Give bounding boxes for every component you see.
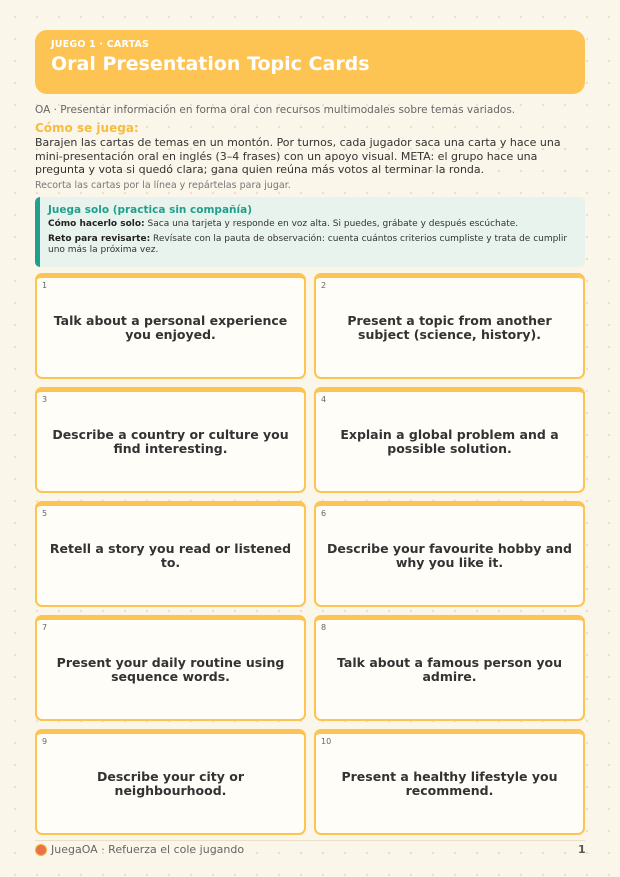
footer-divider <box>35 840 585 841</box>
topic-card <box>314 387 585 493</box>
card-number: 10 <box>321 737 332 746</box>
card-number: 6 <box>321 509 327 518</box>
topic-card <box>314 729 585 835</box>
card-number: 9 <box>42 737 48 746</box>
card-text: Describe your city or neighbourhood. <box>96 769 244 798</box>
card-number: 8 <box>321 623 327 632</box>
page-title: Oral Presentation Topic Cards <box>51 53 370 75</box>
solo-how-line <box>48 219 575 231</box>
card-number: 7 <box>42 623 48 632</box>
topic-card <box>314 615 585 721</box>
page-number: 1 <box>578 843 586 856</box>
card-text: Talk about a personal experience you enjoyed. <box>53 313 288 342</box>
footer-brand-text: JuegaOA · Refuerza el cole jugando <box>51 843 245 856</box>
card-number: 3 <box>42 395 48 404</box>
card-number: 2 <box>321 281 327 290</box>
card-text: Describe your favourite hobby and why you like it. <box>326 541 572 570</box>
game-rules: Barajen las cartas de temas en un montón. Por turnos, cada jugador saca una carta y hace una mini-presentación oral en inglés (3–4 frases) con un apoyo visual. META: el grupo hace una pregunta y vota si quedó clara; gana quien reúna más votos al terminar la ronda. <box>35 136 561 177</box>
cut-note: Recorta las cartas por la línea y repártelas para jugar. <box>35 180 291 191</box>
game-kicker: JUEGO 1 · CARTAS <box>51 39 150 50</box>
card-number: 4 <box>321 395 327 404</box>
card-text: Present your daily routine using sequence words. <box>56 655 285 684</box>
card-text: Present a topic from another subject (science, history). <box>347 313 552 342</box>
page-header <box>35 30 585 94</box>
solo-challenge-line <box>48 234 575 257</box>
solo-play-box <box>35 197 585 267</box>
card-text: Retell a story you read or listened to. <box>49 541 292 570</box>
juegaoa-logo-icon <box>35 844 47 856</box>
card-text: Talk about a famous person you admire. <box>337 655 562 684</box>
topic-card <box>35 501 306 607</box>
solo-title: Juega solo (practica sin compañía) <box>48 204 252 216</box>
solo-challenge-text: Revísate con la pauta de observación: cuenta cuántos criterios cumpliste y trata de cumplir uno más la próxima vez. <box>48 233 568 255</box>
topic-card <box>35 387 306 493</box>
card-number: 1 <box>42 281 48 290</box>
footer-brand <box>35 843 244 856</box>
card-text: Present a healthy lifestyle you recommend. <box>341 769 558 798</box>
card-number: 5 <box>42 509 48 518</box>
how-to-title: Cómo se juega: <box>35 121 139 135</box>
learning-objective: OA · Presentar información en forma oral con recursos multimodales sobre temas variados. <box>35 104 516 116</box>
topic-card <box>314 273 585 379</box>
card-text: Describe a country or culture you find interesting. <box>52 427 289 456</box>
card-text: Explain a global problem and a possible solution. <box>340 427 559 456</box>
topic-card <box>314 501 585 607</box>
topic-card <box>35 273 306 379</box>
topic-card <box>35 729 306 835</box>
solo-challenge-label: Reto para revisarte: <box>48 233 151 244</box>
solo-how-text: Saca una tarjeta y responde en voz alta. Si puedes, grábate y después escúchate. <box>144 219 519 229</box>
topic-card <box>35 615 306 721</box>
solo-how-label: Cómo hacerlo solo: <box>48 219 145 229</box>
